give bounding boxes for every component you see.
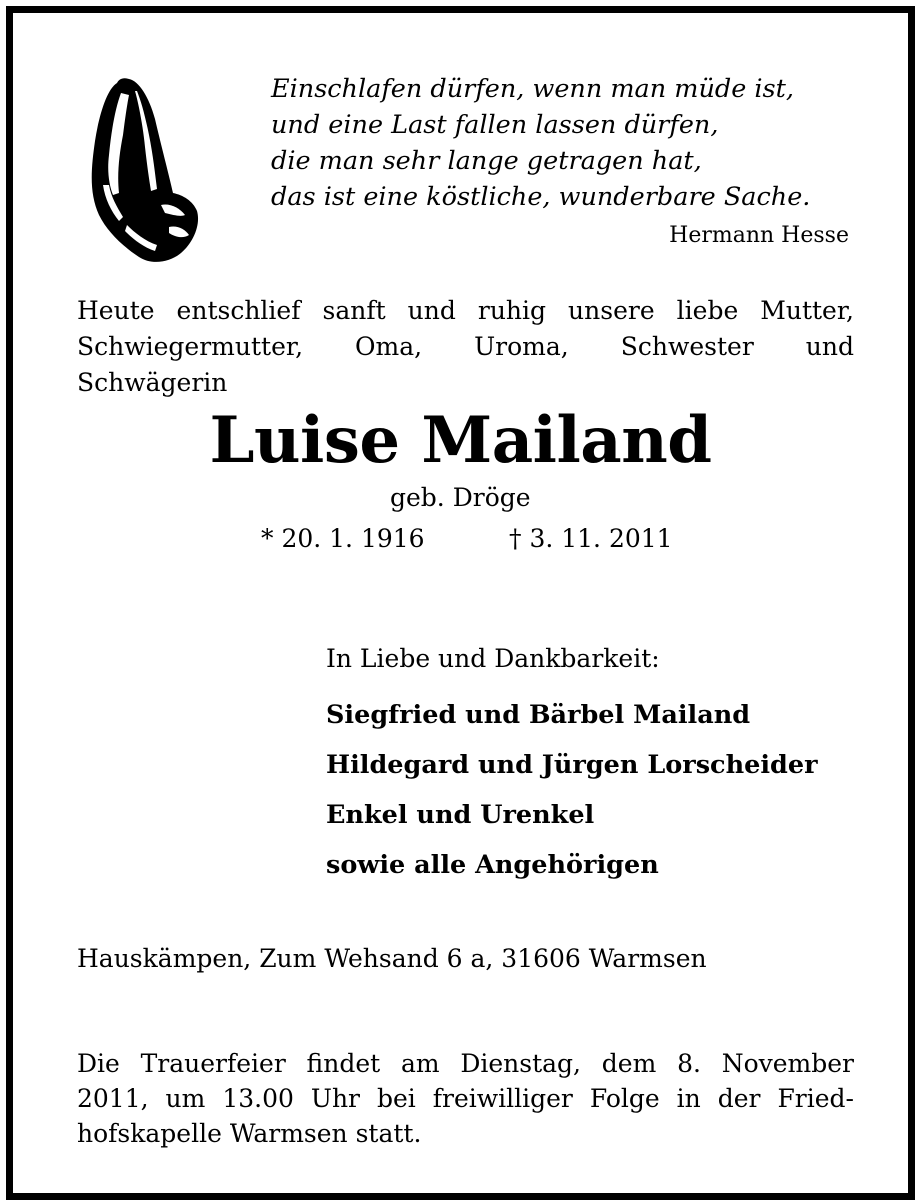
service-line: Die Trauerfeier findet am Dienstag, dem 8. November	[77, 1049, 854, 1078]
poem-line: Einschlafen dürfen, wenn man müde ist,	[271, 74, 794, 104]
poem-line: das ist eine köstliche, wunderbare Sache.	[271, 182, 811, 212]
announcement-text	[77, 293, 854, 401]
mourners-intro: In Liebe und Dankbarkeit:	[326, 644, 660, 673]
praying-hands-icon	[77, 75, 207, 267]
service-line: 2011, um 13.00 Uhr bei freiwilliger Folge in der Fried-	[77, 1084, 854, 1113]
funeral-service-info	[77, 1046, 854, 1151]
address: Hauskämpen, Zum Wehsand 6 a, 31606 Warmsen	[77, 944, 707, 973]
obituary-frame	[6, 6, 915, 1200]
announcement-line: Heute entschlief sanft und ruhig unsere liebe Mutter,	[77, 296, 854, 325]
poem	[203, 71, 854, 215]
mourners-list	[326, 690, 818, 890]
birth-date: * 20. 1. 1916	[261, 524, 425, 553]
service-line: hofskapelle Warmsen statt.	[77, 1119, 422, 1148]
death-date: † 3. 11. 2011	[509, 524, 673, 553]
poem-author: Hermann Hesse	[669, 223, 849, 248]
maiden-name: geb. Dröge	[390, 483, 531, 512]
announcement-line: Schwiegermutter, Oma, Uroma, Schwester und	[77, 332, 854, 361]
poem-line: die man sehr lange getragen hat,	[271, 146, 702, 176]
obituary-content	[13, 13, 908, 1193]
deceased-name: Luise Mailand	[209, 403, 712, 478]
mourner-name: sowie alle Angehörigen	[326, 850, 659, 880]
poem-line: und eine Last fallen lassen dürfen,	[271, 110, 719, 140]
mourner-name: Hildegard und Jürgen Lorscheider	[326, 750, 818, 780]
mourner-name: Siegfried und Bärbel Mailand	[326, 700, 751, 730]
mourner-name: Enkel und Urenkel	[326, 800, 595, 830]
announcement-line: Schwägerin	[77, 368, 228, 397]
